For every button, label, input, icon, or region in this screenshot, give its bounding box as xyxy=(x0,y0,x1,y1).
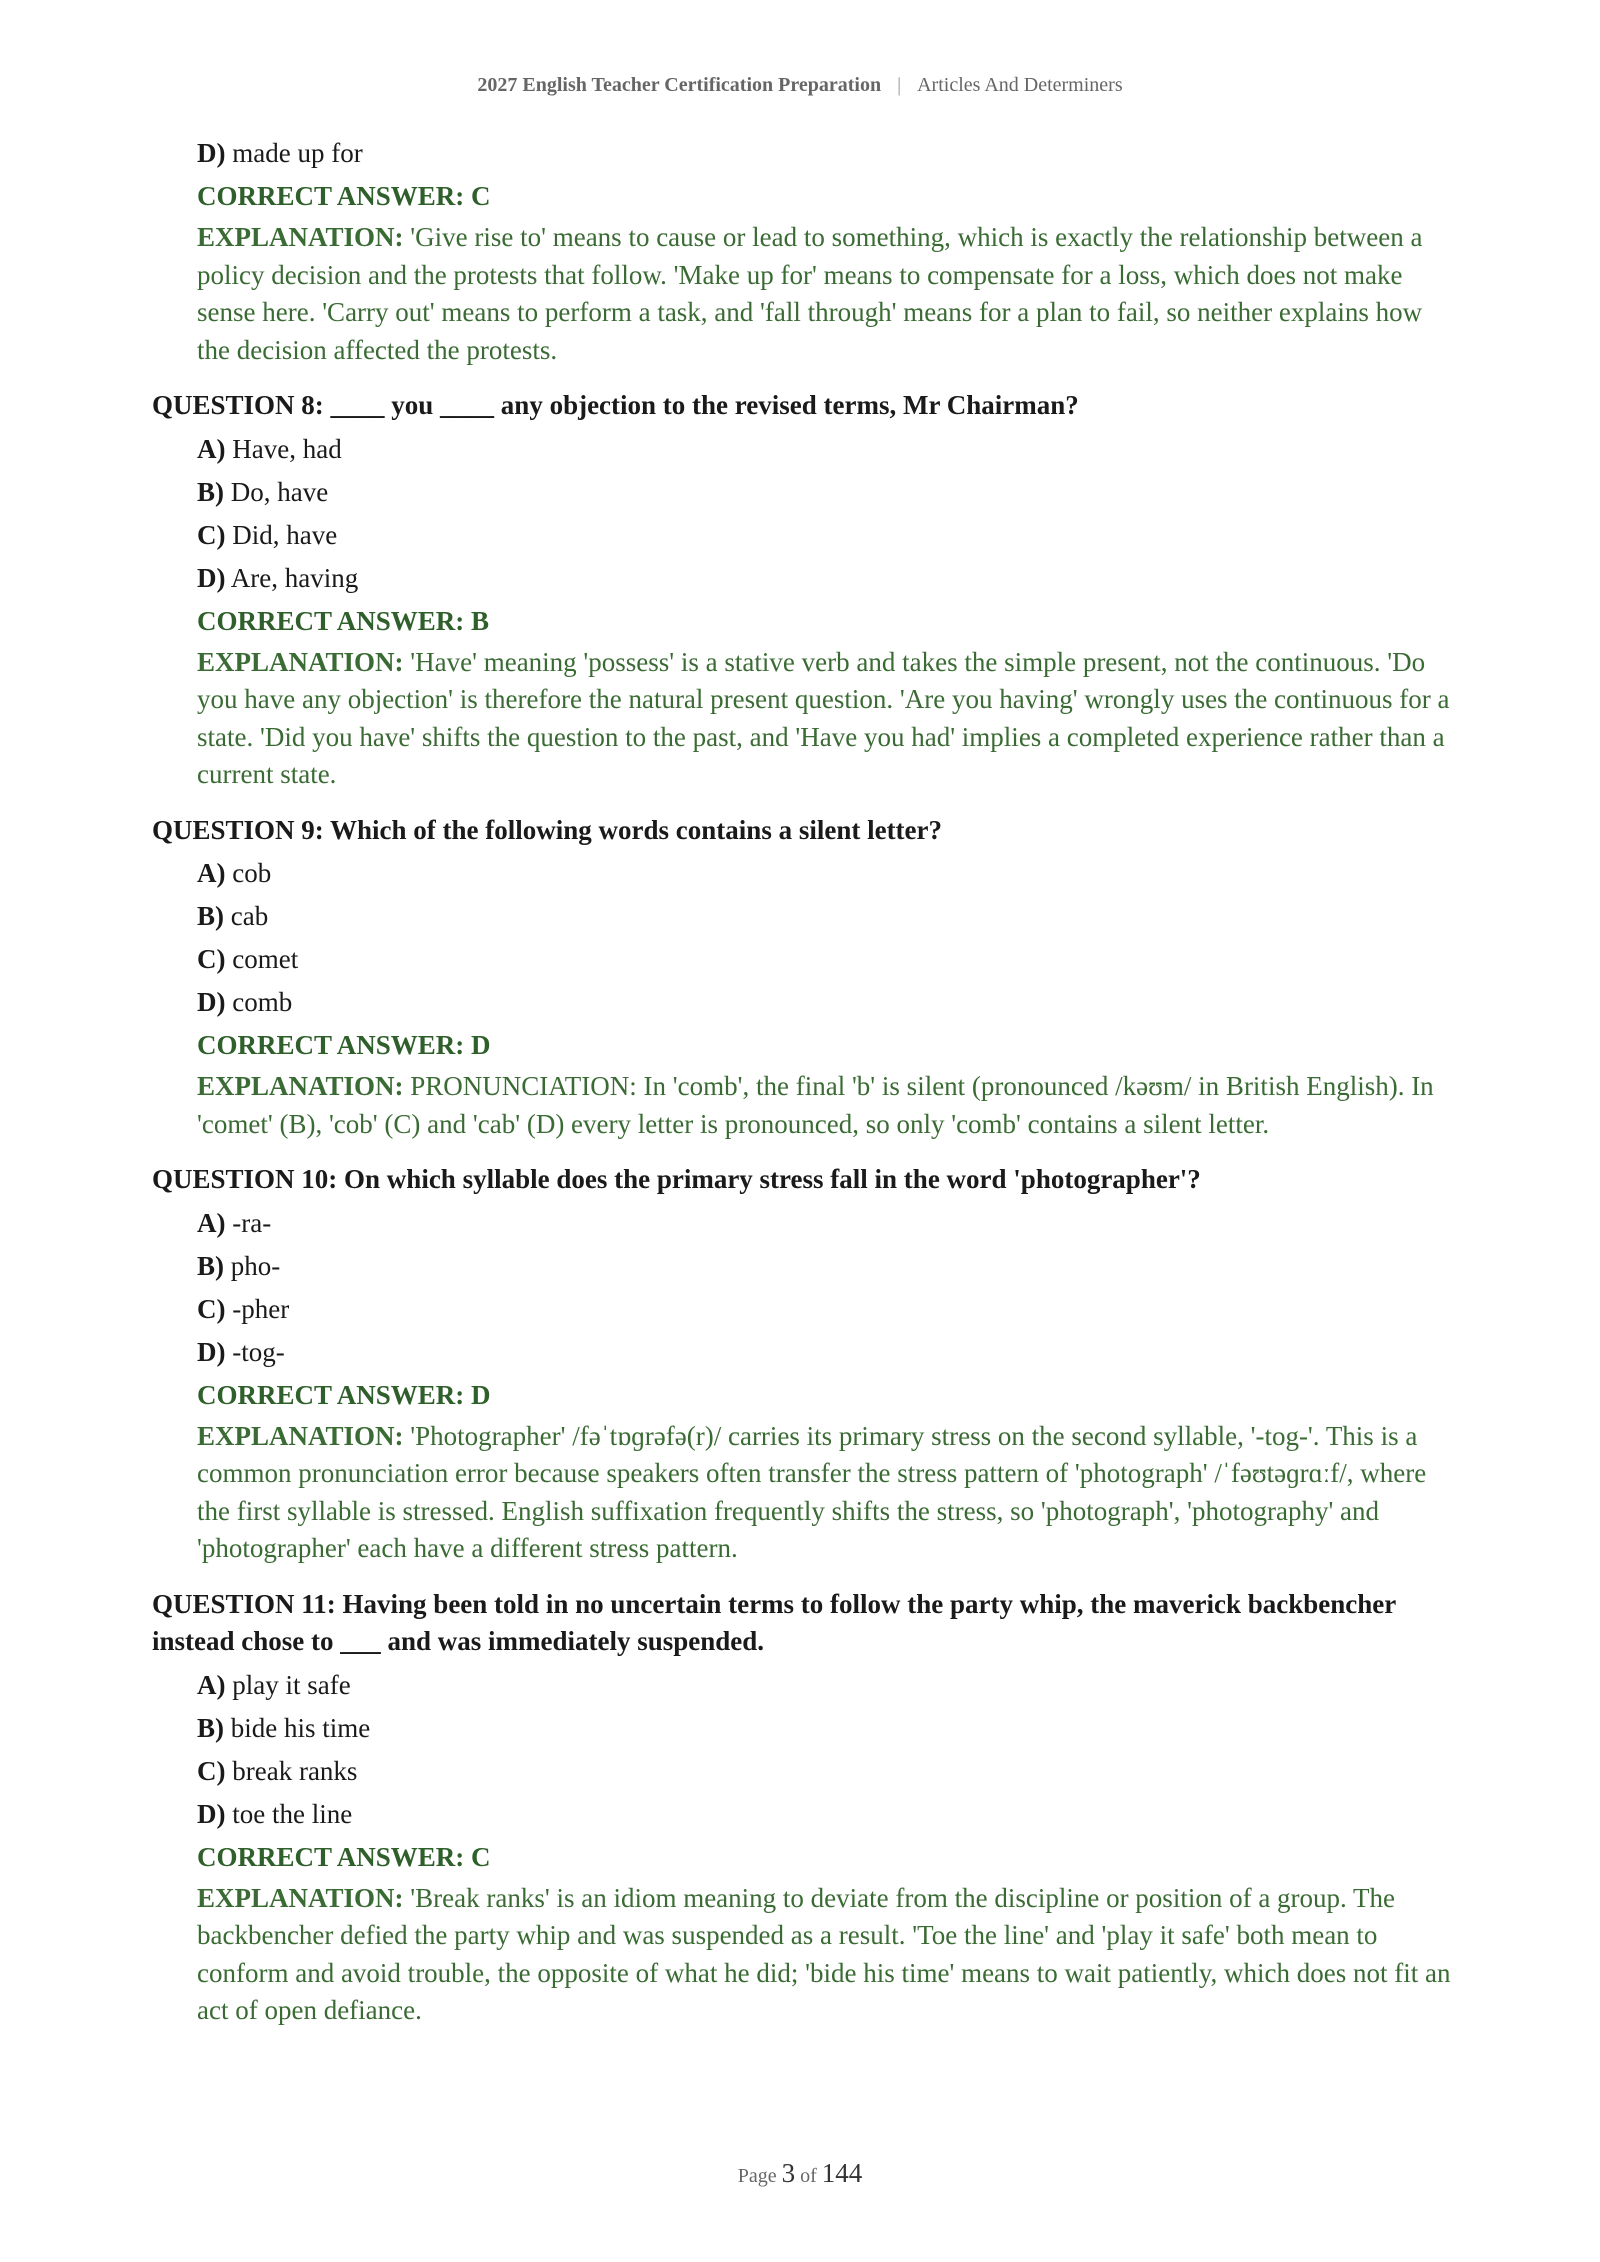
option-d xyxy=(197,557,1452,600)
page-word: Page xyxy=(737,2165,777,2187)
option-text: -ra- xyxy=(232,1207,272,1238)
option-text: made up for xyxy=(232,138,363,168)
option-c xyxy=(197,1750,1452,1793)
running-header xyxy=(0,74,1600,97)
option-b xyxy=(197,1707,1452,1750)
header-course-title: 2027 English Teacher Certification Preparation xyxy=(477,74,882,96)
option-letter: A) xyxy=(197,858,226,888)
option-letter: B) xyxy=(197,476,224,507)
option-b xyxy=(197,1245,1452,1288)
page-footer xyxy=(0,2158,1600,2189)
option-letter: C) xyxy=(197,519,226,550)
option-text: toe the line xyxy=(232,1798,353,1829)
option-c xyxy=(197,514,1452,557)
current-page-number: 3 xyxy=(781,2158,796,2188)
correct-answer: CORRECT ANSWER: D xyxy=(197,1379,491,1410)
question-7-continuation xyxy=(152,132,1452,369)
option-text: -pher xyxy=(232,1293,290,1324)
option-text: Have, had xyxy=(232,433,342,464)
option-a xyxy=(197,428,1452,471)
explanation xyxy=(197,644,1452,794)
header-topic: Articles And Determiners xyxy=(917,74,1123,96)
explanation-label: EXPLANATION: xyxy=(197,1882,404,1913)
option-c xyxy=(197,1288,1452,1331)
explanation-label: EXPLANATION: xyxy=(197,1071,404,1101)
explanation-label: EXPLANATION: xyxy=(197,1420,404,1451)
option-text: break ranks xyxy=(232,1755,358,1786)
option-text: play it safe xyxy=(232,1669,351,1700)
header-separator: | xyxy=(897,74,902,96)
question-9 xyxy=(152,812,1452,1144)
correct-answer: CORRECT ANSWER: B xyxy=(197,605,490,636)
option-b xyxy=(197,471,1452,514)
explanation-text: PRONUNCIATION: In 'comb', the final 'b' is silent (pronounced /kəʊm/ in British English). In 'comet' (B), 'cob' (C) and 'cab' (D) every letter is pronounced, so only 'comb' contains a silent letter. xyxy=(197,1071,1434,1139)
explanation xyxy=(197,1418,1452,1568)
option-letter: D) xyxy=(197,1798,226,1829)
question-title: QUESTION 9: Which of the following words contains a silent letter? xyxy=(152,814,943,845)
question-10 xyxy=(152,1161,1452,1568)
option-text: comb xyxy=(232,987,293,1017)
question-8 xyxy=(152,387,1452,794)
option-text: -tog- xyxy=(232,1336,285,1367)
explanation xyxy=(197,1068,1452,1143)
option-letter: C) xyxy=(197,944,226,974)
question-title: QUESTION 11: Having been told in no uncertain terms to follow the party whip, the maverick backbencher instead chose to ___ and was immediately suspended. xyxy=(152,1588,1396,1656)
question-title: QUESTION 8: ____ you ____ any objection to the revised terms, Mr Chairman? xyxy=(152,390,1079,420)
option-text: Do, have xyxy=(230,476,329,507)
option-letter: B) xyxy=(197,901,224,931)
correct-answer: CORRECT ANSWER: C xyxy=(197,181,491,211)
question-title: QUESTION 10: On which syllable does the primary stress fall in the word 'photographer'? xyxy=(152,1164,1201,1194)
option-letter: A) xyxy=(197,1207,226,1238)
option-d xyxy=(197,1793,1452,1836)
total-pages-number: 144 xyxy=(821,2158,863,2188)
option-letter: C) xyxy=(197,1293,226,1324)
correct-answer: CORRECT ANSWER: C xyxy=(197,1841,491,1872)
option-letter: D) xyxy=(197,138,226,168)
explanation xyxy=(197,219,1452,369)
option-letter: A) xyxy=(197,433,226,464)
option-text: comet xyxy=(232,944,299,974)
option-text: pho- xyxy=(230,1250,281,1281)
explanation-text: 'Photographer' /fəˈtɒɡrəfə(r)/ carries its primary stress on the second syllable, '-tog-'. This is a common pronunciation error because speakers often transfer the stress pattern of 'photograph' /ˈfəʊtəɡrɑːf/, where the first syllable is stressed. English suffixation frequently shifts the stress, so 'photograph', 'photography' and 'photographer' each have a different stress pattern. xyxy=(197,1420,1427,1563)
option-letter: D) xyxy=(197,987,226,1017)
option-letter: B) xyxy=(197,1712,224,1743)
option-text: Did, have xyxy=(232,519,338,550)
of-word: of xyxy=(800,2165,817,2187)
explanation-text: 'Break ranks' is an idiom meaning to deviate from the discipline or position of a group. The backbencher defied the party whip and was suspended as a result. 'Toe the line' and 'play it safe' both mean to conform and avoid trouble, the opposite of what he did; 'bide his time' means to wait patiently, which does not fit an act of open defiance. xyxy=(197,1882,1451,2025)
option-letter: A) xyxy=(197,1669,226,1700)
option-b xyxy=(197,895,1452,938)
option-text: cab xyxy=(230,901,269,931)
option-letter: D) xyxy=(197,562,226,593)
explanation xyxy=(197,1880,1452,2030)
option-text: Are, having xyxy=(230,562,359,593)
option-a xyxy=(197,1202,1452,1245)
option-text: bide his time xyxy=(230,1712,371,1743)
option-letter: B) xyxy=(197,1250,224,1281)
option-d xyxy=(197,1331,1452,1374)
option-c xyxy=(197,938,1452,981)
correct-answer: CORRECT ANSWER: D xyxy=(197,1030,491,1060)
explanation-text: 'Give rise to' means to cause or lead to something, which is exactly the relationship between a policy decision and the protests that follow. 'Make up for' means to compensate for a loss, which does not make sense here. 'Carry out' means to perform a task, and 'fall through' means for a plan to fail, so neither explains how the decision affected the protests. xyxy=(197,222,1423,365)
option-a xyxy=(197,1664,1452,1707)
option-letter: C) xyxy=(197,1755,226,1786)
question-11 xyxy=(152,1586,1452,2030)
option-a xyxy=(197,852,1452,895)
explanation-label: EXPLANATION: xyxy=(197,646,404,677)
option-text: cob xyxy=(232,858,272,888)
option-letter: D) xyxy=(197,1336,226,1367)
question-content xyxy=(152,132,1452,2030)
explanation-label: EXPLANATION: xyxy=(197,222,404,252)
option-d xyxy=(197,132,1452,175)
option-d xyxy=(197,981,1452,1024)
explanation-text: 'Have' meaning 'possess' is a stative verb and takes the simple present, not the continuous. 'Do you have any objection' is therefore the natural present question. 'Are you having' wrongly uses the continuous for a state. 'Did you have' shifts the question to the past, and 'Have you had' implies a completed experience rather than a current state. xyxy=(197,646,1450,789)
